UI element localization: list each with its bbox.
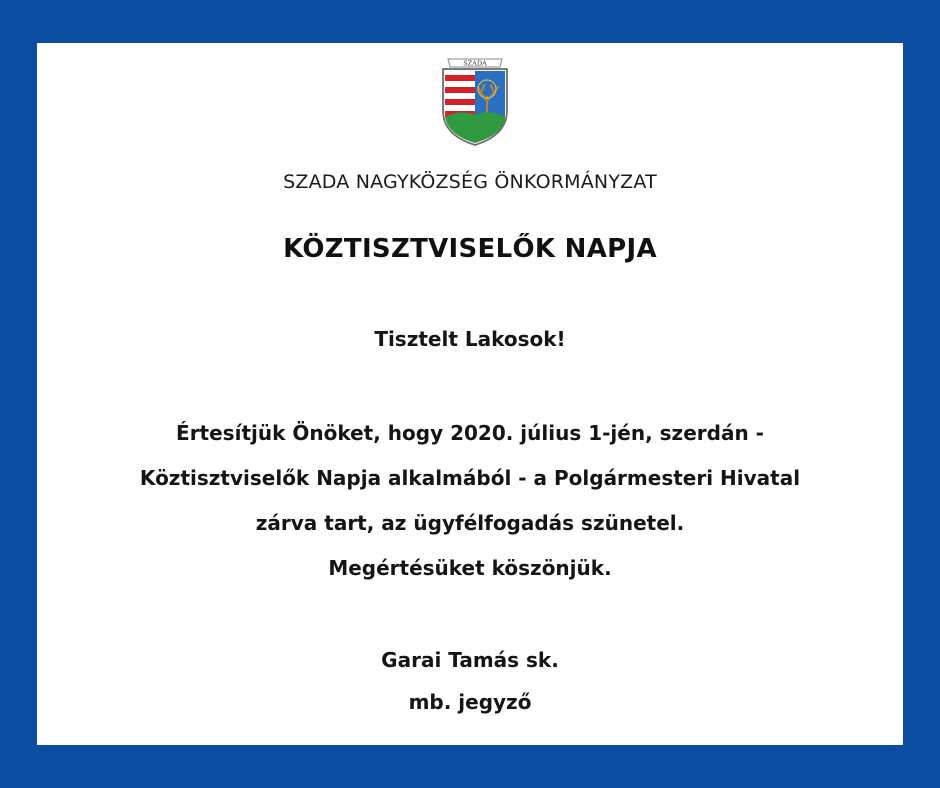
notice-body [37, 411, 903, 591]
greeting: Tisztelt Lakosok! [374, 327, 566, 351]
notice-line: Megértésüket köszönjük. [328, 556, 612, 580]
organization-name: SZADA NAGYKÖZSÉG ÖNKORMÁNYZAT [283, 171, 657, 193]
signer-role: mb. jegyző [408, 690, 532, 714]
signature-block [37, 639, 903, 723]
page-title: KÖZTISZTVISELŐK NAPJA [283, 234, 657, 264]
notice-line: zárva tart, az ügyfélfogadás szünetel. [255, 511, 685, 535]
notice-line: Értesítjük Önöket, hogy 2020. július 1-jén, szerdán - [176, 421, 764, 445]
svg-text:SZADA: SZADA [463, 59, 487, 68]
signer-name: Garai Tamás sk. [381, 648, 559, 672]
announcement-card [37, 43, 903, 745]
szada-coat-of-arms-icon [440, 53, 510, 147]
notice-line: Köztisztviselők Napja alkalmából - a Polgármesteri Hivatal [139, 466, 801, 490]
